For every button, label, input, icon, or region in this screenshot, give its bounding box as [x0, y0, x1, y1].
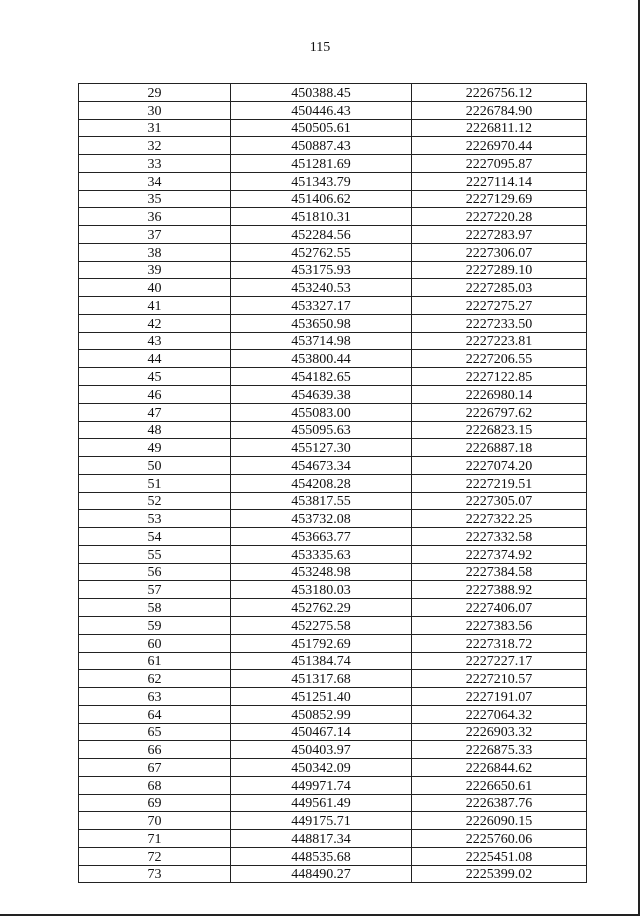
point-number-cell: 73 — [79, 865, 231, 883]
x-coordinate-cell: 451792.69 — [231, 634, 412, 652]
table-row — [79, 528, 587, 546]
point-number-cell: 49 — [79, 439, 231, 457]
y-coordinate-cell: 2227233.50 — [412, 314, 587, 332]
x-coordinate-cell: 454673.34 — [231, 457, 412, 475]
y-coordinate-cell: 2227191.07 — [412, 688, 587, 706]
y-coordinate-cell: 2226784.90 — [412, 101, 587, 119]
table-row — [79, 208, 587, 226]
x-coordinate-cell: 451384.74 — [231, 652, 412, 670]
table-row — [79, 634, 587, 652]
x-coordinate-cell: 454182.65 — [231, 368, 412, 386]
table-row — [79, 723, 587, 741]
table-row — [79, 847, 587, 865]
table-row — [79, 439, 587, 457]
point-number-cell: 44 — [79, 350, 231, 368]
y-coordinate-cell: 2227332.58 — [412, 528, 587, 546]
point-number-cell: 30 — [79, 101, 231, 119]
y-coordinate-cell: 2227227.17 — [412, 652, 587, 670]
x-coordinate-cell: 452762.55 — [231, 243, 412, 261]
point-number-cell: 69 — [79, 794, 231, 812]
y-coordinate-cell: 2226970.44 — [412, 137, 587, 155]
x-coordinate-cell: 453650.98 — [231, 314, 412, 332]
x-coordinate-cell: 453817.55 — [231, 492, 412, 510]
point-number-cell: 42 — [79, 314, 231, 332]
point-number-cell: 71 — [79, 830, 231, 848]
x-coordinate-cell: 453175.93 — [231, 261, 412, 279]
y-coordinate-cell: 2226875.33 — [412, 741, 587, 759]
point-number-cell: 41 — [79, 297, 231, 315]
table-row — [79, 510, 587, 528]
x-coordinate-cell: 451810.31 — [231, 208, 412, 226]
table-row — [79, 457, 587, 475]
table-row — [79, 172, 587, 190]
table-row — [79, 741, 587, 759]
point-number-cell: 62 — [79, 670, 231, 688]
table-row — [79, 492, 587, 510]
coordinates-table-body — [79, 84, 587, 883]
x-coordinate-cell: 453714.98 — [231, 332, 412, 350]
table-row — [79, 297, 587, 315]
point-number-cell: 65 — [79, 723, 231, 741]
point-number-cell: 29 — [79, 84, 231, 102]
point-number-cell: 53 — [79, 510, 231, 528]
table-row — [79, 759, 587, 777]
table-row — [79, 776, 587, 794]
point-number-cell: 33 — [79, 155, 231, 173]
point-number-cell: 70 — [79, 812, 231, 830]
y-coordinate-cell: 2227374.92 — [412, 545, 587, 563]
y-coordinate-cell: 2227275.27 — [412, 297, 587, 315]
point-number-cell: 55 — [79, 545, 231, 563]
y-coordinate-cell: 2226756.12 — [412, 84, 587, 102]
y-coordinate-cell: 2227285.03 — [412, 279, 587, 297]
x-coordinate-cell: 450505.61 — [231, 119, 412, 137]
y-coordinate-cell: 2227305.07 — [412, 492, 587, 510]
x-coordinate-cell: 450388.45 — [231, 84, 412, 102]
table-row — [79, 830, 587, 848]
table-row — [79, 652, 587, 670]
table-row — [79, 705, 587, 723]
point-number-cell: 36 — [79, 208, 231, 226]
y-coordinate-cell: 2227122.85 — [412, 368, 587, 386]
x-coordinate-cell: 450852.99 — [231, 705, 412, 723]
y-coordinate-cell: 2227095.87 — [412, 155, 587, 173]
x-coordinate-cell: 451317.68 — [231, 670, 412, 688]
point-number-cell: 57 — [79, 581, 231, 599]
x-coordinate-cell: 455095.63 — [231, 421, 412, 439]
x-coordinate-cell: 453248.98 — [231, 563, 412, 581]
point-number-cell: 68 — [79, 776, 231, 794]
y-coordinate-cell: 2227210.57 — [412, 670, 587, 688]
x-coordinate-cell: 449971.74 — [231, 776, 412, 794]
x-coordinate-cell: 451281.69 — [231, 155, 412, 173]
y-coordinate-cell: 2226090.15 — [412, 812, 587, 830]
point-number-cell: 58 — [79, 599, 231, 617]
table-row — [79, 865, 587, 883]
point-number-cell: 46 — [79, 386, 231, 404]
table-row — [79, 599, 587, 617]
x-coordinate-cell: 452275.58 — [231, 616, 412, 634]
point-number-cell: 34 — [79, 172, 231, 190]
table-row — [79, 119, 587, 137]
point-number-cell: 67 — [79, 759, 231, 777]
x-coordinate-cell: 450403.97 — [231, 741, 412, 759]
y-coordinate-cell: 2227220.28 — [412, 208, 587, 226]
y-coordinate-cell: 2226887.18 — [412, 439, 587, 457]
point-number-cell: 52 — [79, 492, 231, 510]
x-coordinate-cell: 450887.43 — [231, 137, 412, 155]
table-row — [79, 101, 587, 119]
table-row — [79, 545, 587, 563]
y-coordinate-cell: 2226811.12 — [412, 119, 587, 137]
x-coordinate-cell: 452284.56 — [231, 226, 412, 244]
point-number-cell: 51 — [79, 474, 231, 492]
y-coordinate-cell: 2227129.69 — [412, 190, 587, 208]
y-coordinate-cell: 2227289.10 — [412, 261, 587, 279]
y-coordinate-cell: 2227064.32 — [412, 705, 587, 723]
x-coordinate-cell: 448490.27 — [231, 865, 412, 883]
x-coordinate-cell: 448535.68 — [231, 847, 412, 865]
table-row — [79, 350, 587, 368]
x-coordinate-cell: 451406.62 — [231, 190, 412, 208]
table-row — [79, 155, 587, 173]
point-number-cell: 38 — [79, 243, 231, 261]
x-coordinate-cell: 449561.49 — [231, 794, 412, 812]
y-coordinate-cell: 2226387.76 — [412, 794, 587, 812]
x-coordinate-cell: 453240.53 — [231, 279, 412, 297]
y-coordinate-cell: 2227074.20 — [412, 457, 587, 475]
table-row — [79, 688, 587, 706]
point-number-cell: 31 — [79, 119, 231, 137]
point-number-cell: 39 — [79, 261, 231, 279]
y-coordinate-cell: 2227283.97 — [412, 226, 587, 244]
table-row — [79, 581, 587, 599]
y-coordinate-cell: 2226980.14 — [412, 386, 587, 404]
table-row — [79, 314, 587, 332]
table-row — [79, 421, 587, 439]
point-number-cell: 72 — [79, 847, 231, 865]
y-coordinate-cell: 2227114.14 — [412, 172, 587, 190]
y-coordinate-cell: 2226844.62 — [412, 759, 587, 777]
table-row — [79, 137, 587, 155]
x-coordinate-cell: 454639.38 — [231, 386, 412, 404]
y-coordinate-cell: 2226823.15 — [412, 421, 587, 439]
x-coordinate-cell: 453663.77 — [231, 528, 412, 546]
y-coordinate-cell: 2227206.55 — [412, 350, 587, 368]
table-row — [79, 386, 587, 404]
y-coordinate-cell: 2227384.58 — [412, 563, 587, 581]
y-coordinate-cell: 2226903.32 — [412, 723, 587, 741]
coordinates-table — [78, 83, 587, 883]
point-number-cell: 50 — [79, 457, 231, 475]
y-coordinate-cell: 2227406.07 — [412, 599, 587, 617]
table-row — [79, 226, 587, 244]
y-coordinate-cell: 2226650.61 — [412, 776, 587, 794]
point-number-cell: 64 — [79, 705, 231, 723]
y-coordinate-cell: 2227388.92 — [412, 581, 587, 599]
x-coordinate-cell: 453335.63 — [231, 545, 412, 563]
x-coordinate-cell: 453800.44 — [231, 350, 412, 368]
x-coordinate-cell: 454208.28 — [231, 474, 412, 492]
point-number-cell: 66 — [79, 741, 231, 759]
x-coordinate-cell: 450467.14 — [231, 723, 412, 741]
x-coordinate-cell: 455127.30 — [231, 439, 412, 457]
table-row — [79, 794, 587, 812]
y-coordinate-cell: 2225399.02 — [412, 865, 587, 883]
point-number-cell: 35 — [79, 190, 231, 208]
point-number-cell: 32 — [79, 137, 231, 155]
table-row — [79, 670, 587, 688]
x-coordinate-cell: 450446.43 — [231, 101, 412, 119]
table-row — [79, 261, 587, 279]
y-coordinate-cell: 2227219.51 — [412, 474, 587, 492]
point-number-cell: 43 — [79, 332, 231, 350]
table-row — [79, 332, 587, 350]
point-number-cell: 61 — [79, 652, 231, 670]
y-coordinate-cell: 2225451.08 — [412, 847, 587, 865]
point-number-cell: 59 — [79, 616, 231, 634]
table-row — [79, 812, 587, 830]
x-coordinate-cell: 451251.40 — [231, 688, 412, 706]
x-coordinate-cell: 451343.79 — [231, 172, 412, 190]
x-coordinate-cell: 453732.08 — [231, 510, 412, 528]
x-coordinate-cell: 449175.71 — [231, 812, 412, 830]
table-row — [79, 279, 587, 297]
point-number-cell: 56 — [79, 563, 231, 581]
y-coordinate-cell: 2227383.56 — [412, 616, 587, 634]
table-row — [79, 243, 587, 261]
page-number: 115 — [309, 40, 331, 55]
table-row — [79, 190, 587, 208]
point-number-cell: 54 — [79, 528, 231, 546]
point-number-cell: 48 — [79, 421, 231, 439]
y-coordinate-cell: 2226797.62 — [412, 403, 587, 421]
x-coordinate-cell: 452762.29 — [231, 599, 412, 617]
x-coordinate-cell: 448817.34 — [231, 830, 412, 848]
point-number-cell: 60 — [79, 634, 231, 652]
x-coordinate-cell: 450342.09 — [231, 759, 412, 777]
table-row — [79, 616, 587, 634]
point-number-cell: 37 — [79, 226, 231, 244]
y-coordinate-cell: 2225760.06 — [412, 830, 587, 848]
table-row — [79, 368, 587, 386]
point-number-cell: 40 — [79, 279, 231, 297]
x-coordinate-cell: 453180.03 — [231, 581, 412, 599]
table-row — [79, 563, 587, 581]
table-row — [79, 403, 587, 421]
y-coordinate-cell: 2227306.07 — [412, 243, 587, 261]
point-number-cell: 47 — [79, 403, 231, 421]
y-coordinate-cell: 2227318.72 — [412, 634, 587, 652]
point-number-cell: 63 — [79, 688, 231, 706]
table-row — [79, 474, 587, 492]
x-coordinate-cell: 453327.17 — [231, 297, 412, 315]
table-row — [79, 84, 587, 102]
point-number-cell: 45 — [79, 368, 231, 386]
y-coordinate-cell: 2227223.81 — [412, 332, 587, 350]
x-coordinate-cell: 455083.00 — [231, 403, 412, 421]
y-coordinate-cell: 2227322.25 — [412, 510, 587, 528]
